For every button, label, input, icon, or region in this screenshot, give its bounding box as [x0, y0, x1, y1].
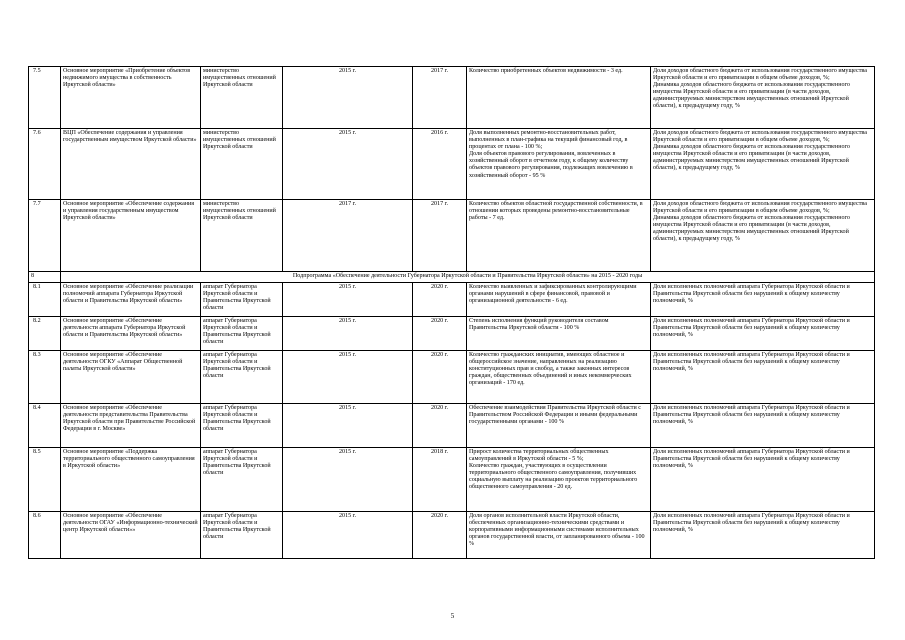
result-indicator: Количество гражданских инициатив, имеющих областное и общероссийское значение, направленных на реализацию конституционных прав и свобод, а также законных интересов граждан, общественных объединений и иных некоммерческих организаций - 170 ед. — [467, 351, 651, 404]
table-row — [29, 404, 875, 448]
executor: аппарат Губернатора Иркутской области и Правительства Иркутской области — [201, 448, 283, 512]
executor: аппарат Губернатора Иркутской области и Правительства Иркутской области — [201, 512, 283, 559]
executor: аппарат Губернатора Иркутской области и Правительства Иркутской области — [201, 317, 283, 351]
end-year: 2020 г. — [413, 404, 467, 448]
row-number: 7.7 — [29, 200, 61, 272]
subprogram-row — [29, 272, 875, 283]
end-year: 2017 г. — [413, 67, 467, 129]
end-year: 2017 г. — [413, 200, 467, 272]
table-row — [29, 200, 875, 272]
start-year: 2017 г. — [283, 200, 413, 272]
target-indicator: Доля доходов областного бюджета от использования государственного имущества Иркутской области и его приватизации в общем объеме доходов, %; Динамика доходов областного бюджета от использования государственного имущества Иркутской области и его приватизации (в части доходов, администрируемых министерством имущественных отношений Иркутской области), к предыдущему году, % — [651, 129, 875, 200]
row-number: 7.5 — [29, 67, 61, 129]
result-indicator: Обеспечение взаимодействия Правительства Иркутской области с Правительством Российской Федерации и иными федеральными государственными органами - 100 % — [467, 404, 651, 448]
table-row — [29, 129, 875, 200]
event-name: Основное мероприятие «Обеспечение деятельности представительства Правительства Иркутской области при Правительстве Российской Федерации в г. Москве» — [61, 404, 201, 448]
result-indicator: Количество объектов областной государственной собственности, в отношении которых проведены ремонтно-восстановительные работы - 7 ед. — [467, 200, 651, 272]
row-number: 8.3 — [29, 351, 61, 404]
target-indicator: Доля доходов областного бюджета от использования государственного имущества Иркутской области и его приватизации в общем объеме доходов, %; Динамика доходов областного бюджета от использования государственного имущества Иркутской области и его приватизации (в части доходов, администрируемых министерством имущественных отношений Иркутской области), к предыдущему году, % — [651, 200, 875, 272]
start-year: 2015 г. — [283, 512, 413, 559]
target-indicator: Доля исполненных полномочий аппарата Губернатора Иркутской области и Правительства Иркутской области без нарушений к общему количеству полномочий, % — [651, 351, 875, 404]
table-row — [29, 351, 875, 404]
executor: министерство имущественных отношений Иркутской области — [201, 200, 283, 272]
start-year: 2015 г. — [283, 404, 413, 448]
start-year: 2015 г. — [283, 129, 413, 200]
program-events-table — [28, 66, 875, 559]
row-number: 8.1 — [29, 283, 61, 317]
end-year: 2020 г. — [413, 317, 467, 351]
row-number: 7.6 — [29, 129, 61, 200]
end-year: 2018 г. — [413, 448, 467, 512]
event-name: ВЦП «Обеспечение содержания и управления государственным имуществом Иркутской области» — [61, 129, 201, 200]
result-indicator: Количество приобретенных объектов недвижимости - 3 ед. — [467, 67, 651, 129]
table-body — [29, 67, 875, 559]
event-name: Основное мероприятие «Поддержка территориального общественного самоуправления в Иркутской области» — [61, 448, 201, 512]
row-number: 8.4 — [29, 404, 61, 448]
start-year: 2015 г. — [283, 351, 413, 404]
start-year: 2015 г. — [283, 67, 413, 129]
event-name: Основное мероприятие «Обеспечение деятельности ОГАУ «Информационно-технический центр Иркутской области»» — [61, 512, 201, 559]
event-name: Основное мероприятие «Обеспечение реализации полномочий аппарата Губернатора Иркутской области и Правительства Иркутской области» — [61, 283, 201, 317]
result-indicator: Доля выполненных ремонтно-восстановительных работ, выполненных в план-графика на текущий финансовый год, в процентах от плана - 100 %; Доля объектов правового регулирования, вовлеченных в хозяйственный оборот в отчетном году, к общему количеству объектов правового регулирования, подлежащих вовлечению в хозяйственный оборот - 95 % — [467, 129, 651, 200]
executor: министерство имущественных отношений Иркутской области — [201, 129, 283, 200]
executor: министерство имущественных отношений Иркутской области — [201, 67, 283, 129]
target-indicator: Доля исполненных полномочий аппарата Губернатора Иркутской области и Правительства Иркутской области без нарушений к общему количеству полномочий, % — [651, 448, 875, 512]
target-indicator: Доля исполненных полномочий аппарата Губернатора Иркутской области и Правительства Иркутской области без нарушений к общему количеству полномочий, % — [651, 512, 875, 559]
start-year: 2015 г. — [283, 448, 413, 512]
row-number: 8.2 — [29, 317, 61, 351]
table-row — [29, 67, 875, 129]
end-year: 2020 г. — [413, 283, 467, 317]
end-year: 2016 г. — [413, 129, 467, 200]
event-name: Основное мероприятие «Обеспечение деятельности ОГКУ «Аппарат Общественной палаты Иркутской области» — [61, 351, 201, 404]
subprogram-title: Подпрограмма «Обеспечение деятельности Губернатора Иркутской области и Правительства Иркутской области» на 2015 - 2020 годы — [61, 272, 875, 283]
table-row — [29, 283, 875, 317]
target-indicator: Доля доходов областного бюджета от использования государственного имущества Иркутской области и его приватизации в общем объеме доходов, %; Динамика доходов областного бюджета от использования государственного имущества Иркутской области и его приватизации (в части доходов, администрируемых министерством имущественных отношений Иркутской области), к предыдущему году, % — [651, 67, 875, 129]
target-indicator: Доля исполненных полномочий аппарата Губернатора Иркутской области и Правительства Иркутской области без нарушений к общему количеству полномочий, % — [651, 317, 875, 351]
row-number: 8 — [29, 272, 61, 283]
start-year: 2015 г. — [283, 317, 413, 351]
result-indicator: Прирост количества территориальных общественных самоуправлений в Иркутской области - 5 %; Количество граждан, участвующих в осуществлении территориального общественного самоуправления, получивших социальную выплату на реализацию проектов территориального общественного самоуправления - 20 ед. — [467, 448, 651, 512]
table-row — [29, 448, 875, 512]
row-number: 8.5 — [29, 448, 61, 512]
table-row — [29, 512, 875, 559]
end-year: 2020 г. — [413, 351, 467, 404]
executor: аппарат Губернатора Иркутской области и Правительства Иркутской области — [201, 283, 283, 317]
result-indicator: Доля органов исполнительной власти Иркутской области, обеспеченных организационно-техническими средствами и корпоративными информационными системами исполнительных органов государственной власти, от запланированного объема - 100 % — [467, 512, 651, 559]
executor: аппарат Губернатора Иркутской области и Правительства Иркутской области — [201, 404, 283, 448]
executor: аппарат Губернатора Иркутской области и Правительства Иркутской области — [201, 351, 283, 404]
row-number: 8.6 — [29, 512, 61, 559]
target-indicator: Доля исполненных полномочий аппарата Губернатора Иркутской области и Правительства Иркутской области без нарушений к общему количеству полномочий, % — [651, 283, 875, 317]
target-indicator: Доля исполненных полномочий аппарата Губернатора Иркутской области и Правительства Иркутской области без нарушений к общему количеству полномочий, % — [651, 404, 875, 448]
result-indicator: Степень исполнения функций руководителя составом Правительства Иркутской области - 100 % — [467, 317, 651, 351]
table-row — [29, 317, 875, 351]
event-name: Основное мероприятие «Обеспечение деятельности аппарата Губернатора Иркутской области и Правительства Иркутской области» — [61, 317, 201, 351]
result-indicator: Количество выявленных и зафиксированных контролирующими органами нарушений в сфере финансовой, правовой и организационной деятельности - 6 ед. — [467, 283, 651, 317]
end-year: 2020 г. — [413, 512, 467, 559]
event-name: Основное мероприятие «Приобретение объектов недвижимого имущества в собственность Иркутской области» — [61, 67, 201, 129]
page-number: 5 — [450, 612, 455, 620]
start-year: 2015 г. — [283, 283, 413, 317]
event-name: Основное мероприятие «Обеспечение содержания и управления государственным имуществом Иркутской области» — [61, 200, 201, 272]
